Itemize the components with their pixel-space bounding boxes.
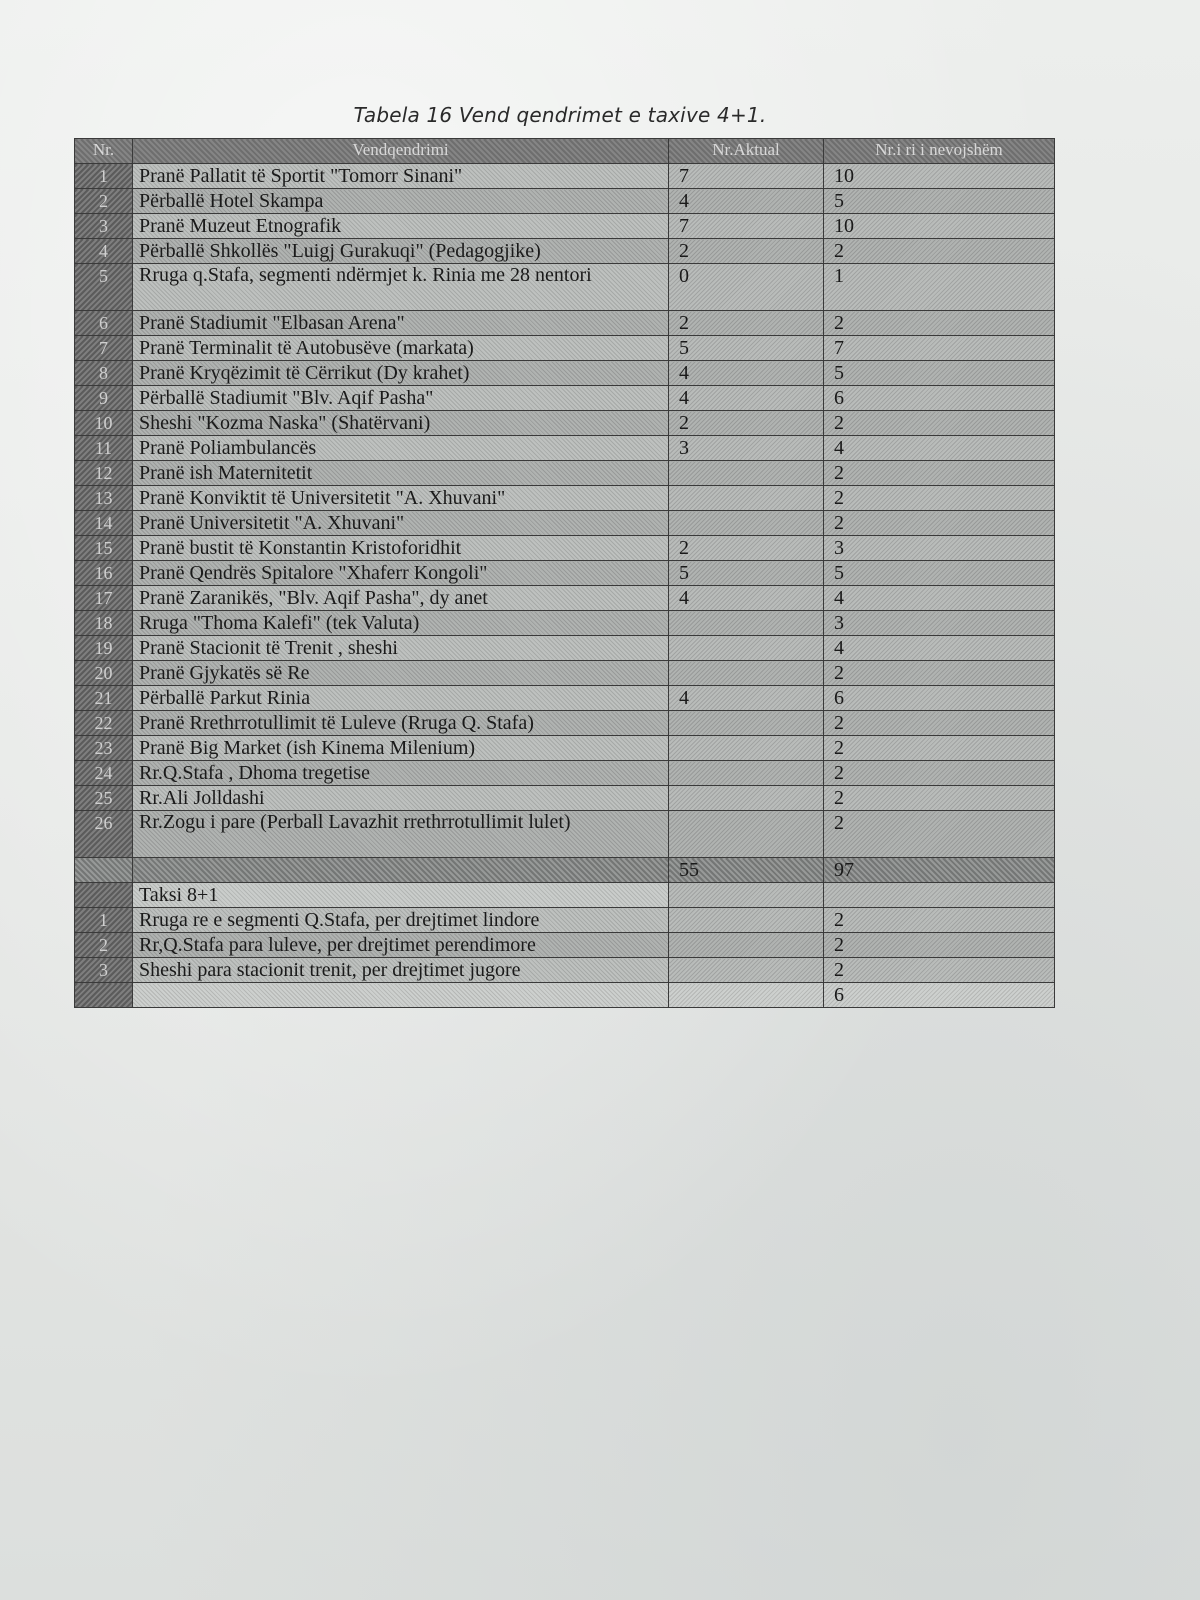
table-row [75,486,1055,511]
row-actual-cell: 0 [669,264,824,311]
total-label-cell [133,858,669,883]
row-nr-cell: 25 [75,786,133,811]
row-proposed-cell: 10 [824,214,1055,239]
header-location: Vendqendrimi [133,139,669,164]
row-actual-cell: 4 [669,189,824,214]
table-row [75,311,1055,336]
row-nr-cell: 3 [75,958,133,983]
row-proposed-cell: 5 [824,189,1055,214]
row-location-cell: Sheshi "Kozma Naska" (Shatërvani) [133,411,669,436]
row-location-cell: Pranë Pallatit të Sportit "Tomorr Sinani" [133,164,669,189]
row-actual-cell: 2 [669,411,824,436]
row-nr-cell: 1 [75,164,133,189]
table-row [75,736,1055,761]
row-actual-cell: 7 [669,214,824,239]
row-proposed-cell: 2 [824,511,1055,536]
table-row [75,786,1055,811]
header-nr: Nr. [75,139,133,164]
total-row [75,858,1055,883]
table-row [75,586,1055,611]
row-nr-cell: 4 [75,239,133,264]
row-actual-cell: 7 [669,164,824,189]
row-actual-cell [669,486,824,511]
row-proposed-cell: 2 [824,461,1055,486]
row-location-cell: Pranë Big Market (ish Kinema Milenium) [133,736,669,761]
section-actual-cell [669,883,824,908]
row-nr-cell: 24 [75,761,133,786]
row-actual-cell: 4 [669,386,824,411]
row-location-cell: Përballë Hotel Skampa [133,189,669,214]
row-location-cell: Pranë Poliambulancës [133,436,669,461]
row-location-cell: Rr.Zogu i pare (Perball Lavazhit rrethrrotullimit lulet) [133,811,669,858]
table-row [75,386,1055,411]
row-nr-cell: 16 [75,561,133,586]
row-nr-cell: 11 [75,436,133,461]
row-proposed-cell: 2 [824,786,1055,811]
section-label: Taksi 8+1 [133,883,669,908]
row-proposed-cell: 3 [824,536,1055,561]
table-header-row [75,139,1055,164]
row-proposed-cell: 4 [824,436,1055,461]
table-row [75,811,1055,858]
table-row [75,461,1055,486]
row-actual-cell: 2 [669,239,824,264]
row-proposed-cell: 1 [824,264,1055,311]
row-actual-cell [669,636,824,661]
table-row [75,189,1055,214]
row-proposed-cell: 2 [824,486,1055,511]
row-location-cell: Rruga re e segmenti Q.Stafa, per drejtimet lindore [133,908,669,933]
row-actual-cell [669,461,824,486]
row-nr-cell: 8 [75,361,133,386]
header-actual: Nr.Aktual [669,139,824,164]
row-actual-cell [669,786,824,811]
row-proposed-cell: 5 [824,361,1055,386]
row-nr-cell: 14 [75,511,133,536]
table-row [75,436,1055,461]
row-location-cell: Pranë bustit të Konstantin Kristoforidhit [133,536,669,561]
row-proposed-cell: 5 [824,561,1055,586]
table-row [75,908,1055,933]
table-row [75,411,1055,436]
table-row [75,164,1055,189]
row-actual-cell [669,933,824,958]
row-actual-cell: 4 [669,586,824,611]
table-row [75,661,1055,686]
row-nr-cell: 19 [75,636,133,661]
row-location-cell: Pranë Terminalit të Autobusëve (markata) [133,336,669,361]
table-row [75,536,1055,561]
row-proposed-cell: 10 [824,164,1055,189]
row-actual-cell [669,761,824,786]
table-row [75,636,1055,661]
row-location-cell: Rruga "Thoma Kalefi" (tek Valuta) [133,611,669,636]
row-nr-cell: 10 [75,411,133,436]
row-nr-cell: 22 [75,711,133,736]
row-actual-cell [669,511,824,536]
table-row [75,361,1055,386]
total-nr-cell [75,858,133,883]
row-location-cell: Pranë Universitetit "A. Xhuvani" [133,511,669,536]
table-row [75,336,1055,361]
row-nr-cell: 5 [75,264,133,311]
row-proposed-cell: 2 [824,736,1055,761]
row-location-cell: Pranë ish Maternitetit [133,461,669,486]
row-proposed-cell: 2 [824,761,1055,786]
row-location-cell: Pranë Stadiumit "Elbasan Arena" [133,311,669,336]
section-total-actual-cell [669,983,824,1008]
table-row [75,239,1055,264]
row-proposed-cell: 4 [824,636,1055,661]
row-location-cell: Pranë Kryqëzimit të Cërrikut (Dy krahet) [133,361,669,386]
row-nr-cell: 12 [75,461,133,486]
row-proposed-cell: 2 [824,711,1055,736]
table-caption: Tabela 16 Vend qendrimet e taxive 4+1. [353,103,767,127]
row-nr-cell: 13 [75,486,133,511]
row-proposed-cell: 2 [824,661,1055,686]
section-row [75,883,1055,908]
row-actual-cell [669,736,824,761]
taxi-stands-table [74,138,1055,1008]
table-row [75,761,1055,786]
row-nr-cell: 1 [75,908,133,933]
row-proposed-cell: 3 [824,611,1055,636]
table-row [75,214,1055,239]
row-location-cell: Pranë Qendrës Spitalore "Xhaferr Kongoli" [133,561,669,586]
row-location-cell: Pranë Konviktit të Universitetit "A. Xhuvani" [133,486,669,511]
row-actual-cell [669,908,824,933]
row-location-cell: Pranë Gjykatës së Re [133,661,669,686]
row-actual-cell: 2 [669,311,824,336]
row-nr-cell: 18 [75,611,133,636]
row-proposed-cell: 2 [824,811,1055,858]
row-location-cell: Pranë Muzeut Etnografik [133,214,669,239]
row-location-cell: Pranë Zaranikës, "Blv. Aqif Pasha", dy anet [133,586,669,611]
row-location-cell: Sheshi para stacionit trenit, per drejtimet jugore [133,958,669,983]
row-nr-cell: 20 [75,661,133,686]
table-row [75,686,1055,711]
row-nr-cell: 2 [75,189,133,214]
section-total-row [75,983,1055,1008]
row-location-cell: Rr,Q.Stafa para luleve, per drejtimet perendimore [133,933,669,958]
table-row [75,958,1055,983]
row-location-cell: Rr.Q.Stafa , Dhoma tregetise [133,761,669,786]
row-actual-cell [669,958,824,983]
row-location-cell: Përballë Parkut Rinia [133,686,669,711]
row-proposed-cell: 2 [824,411,1055,436]
total-actual-cell: 55 [669,858,824,883]
row-nr-cell: 17 [75,586,133,611]
table-body [75,164,1055,1008]
row-nr-cell: 26 [75,811,133,858]
row-nr-cell: 23 [75,736,133,761]
row-location-cell: Rruga q.Stafa, segmenti ndërmjet k. Rinia me 28 nentori [133,264,669,311]
row-nr-cell: 6 [75,311,133,336]
table-row [75,711,1055,736]
row-nr-cell: 15 [75,536,133,561]
section-nr-cell [75,883,133,908]
row-proposed-cell: 2 [824,311,1055,336]
row-nr-cell: 3 [75,214,133,239]
row-actual-cell [669,661,824,686]
row-nr-cell: 21 [75,686,133,711]
row-actual-cell [669,611,824,636]
row-actual-cell: 4 [669,361,824,386]
table-row [75,264,1055,311]
row-location-cell: Rr.Ali Jolldashi [133,786,669,811]
section-total-proposed-cell: 6 [824,983,1055,1008]
row-nr-cell: 7 [75,336,133,361]
table-row [75,611,1055,636]
row-actual-cell: 3 [669,436,824,461]
row-proposed-cell: 2 [824,933,1055,958]
table-row [75,933,1055,958]
row-location-cell: Pranë Rrethrrotullimit të Luleve (Rruga Q. Stafa) [133,711,669,736]
row-nr-cell: 9 [75,386,133,411]
row-actual-cell: 5 [669,561,824,586]
row-proposed-cell: 6 [824,386,1055,411]
row-actual-cell: 4 [669,686,824,711]
row-proposed-cell: 2 [824,239,1055,264]
row-actual-cell: 2 [669,536,824,561]
header-proposed: Nr.i ri i nevojshëm [824,139,1055,164]
table-row [75,511,1055,536]
row-proposed-cell: 7 [824,336,1055,361]
section-total-nr-cell [75,983,133,1008]
row-nr-cell: 2 [75,933,133,958]
row-proposed-cell: 6 [824,686,1055,711]
row-actual-cell [669,811,824,858]
section-proposed-cell [824,883,1055,908]
table-row [75,561,1055,586]
row-location-cell: Përballë Shkollës "Luigj Gurakuqi" (Pedagogjike) [133,239,669,264]
row-proposed-cell: 2 [824,908,1055,933]
row-proposed-cell: 4 [824,586,1055,611]
row-proposed-cell: 2 [824,958,1055,983]
total-proposed-cell: 97 [824,858,1055,883]
section-total-label-cell [133,983,669,1008]
row-actual-cell [669,711,824,736]
row-location-cell: Përballë Stadiumit "Blv. Aqif Pasha" [133,386,669,411]
row-actual-cell: 5 [669,336,824,361]
row-location-cell: Pranë Stacionit të Trenit , sheshi [133,636,669,661]
